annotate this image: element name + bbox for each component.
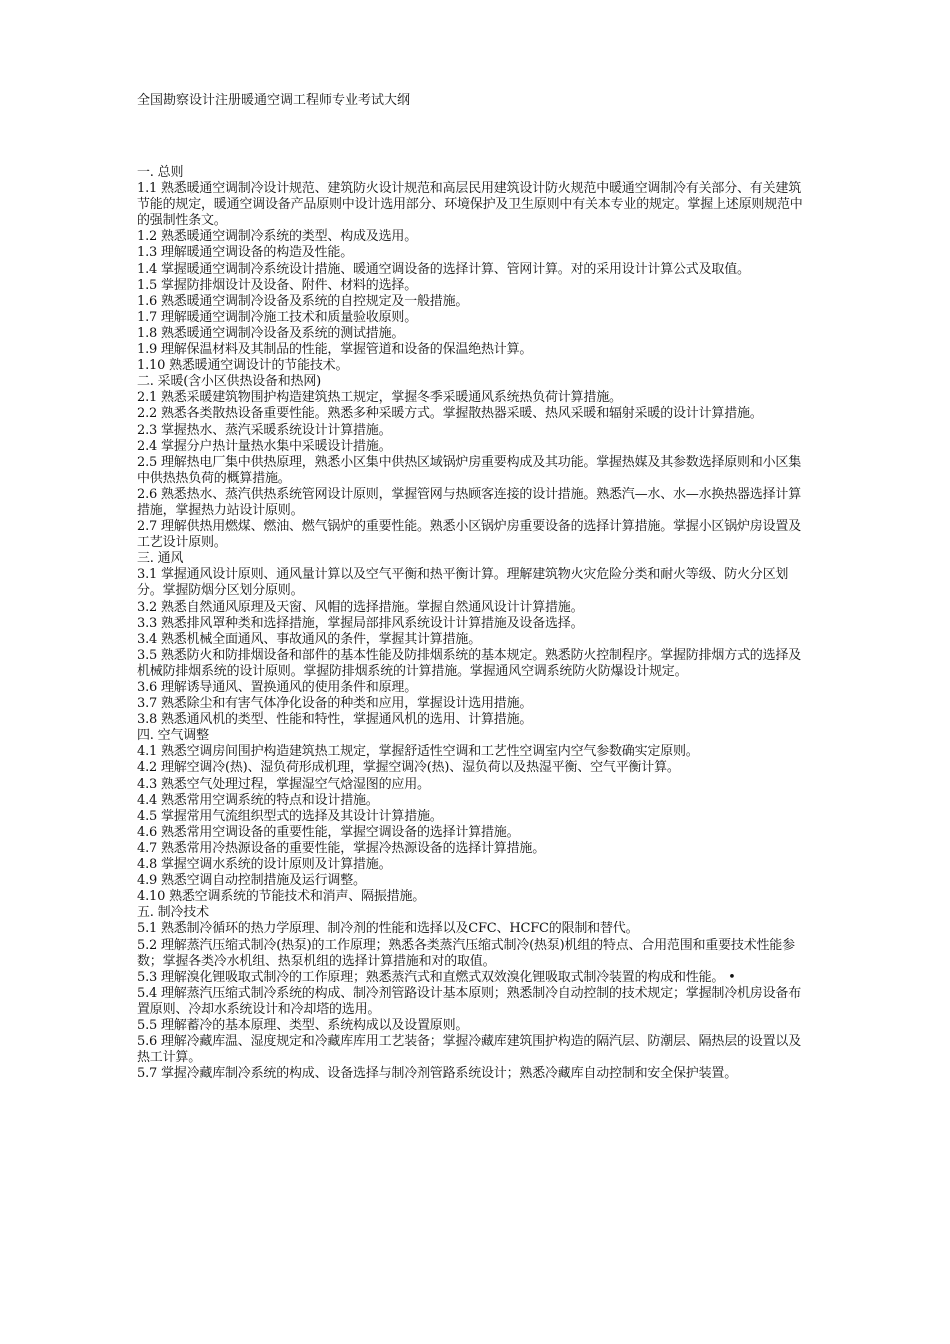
document-body xyxy=(137,165,809,1082)
outline-item: 3.8 熟悉通风机的类型、性能和特性，掌握通风机的选用、计算措施。 xyxy=(137,712,533,728)
outline-item: 5.4 理解蒸汽压缩式制冷系统的构成、制冷剂管路设计基本原则；熟悉制冷自动控制的技术规定；掌握制冷机房设备布置原则、冷却水系统设计和冷却塔的选用。 xyxy=(137,985,802,1017)
outline-item: 2.3 掌握热水、蒸汽采暖系统设计计算措施。 xyxy=(137,422,392,438)
outline-item: 3.7 熟悉除尘和有害气体净化设备的种类和应用，掌握设计选用措施。 xyxy=(137,696,533,712)
outline-item: 3.4 熟悉机械全面通风、事故通风的条件，掌握其计算措施。 xyxy=(137,631,482,647)
outline-item: 4.10 熟悉空调系统的节能技术和消声、隔振措施。 xyxy=(137,889,426,905)
outline-item: 1.7 理解暖通空调制冷施工技术和质量验收原则。 xyxy=(137,309,418,325)
outline-item: 3.2 熟悉自然通风原理及天窗、风帽的选择措施。掌握自然通风设计计算措施。 xyxy=(137,599,584,615)
outline-item: 1.10 熟悉暖通空调设计的节能技术。 xyxy=(137,358,349,374)
section-heading: 三. 通风 xyxy=(137,551,184,567)
outline-item: 2.5 理解热电厂集中供热原理，熟悉小区集中供热区域锅炉房重要构成及其功能。掌握热媒及其参数选择原则和小区集中供热热负荷的概算措施。 xyxy=(137,454,802,486)
outline-item: 3.6 理解诱导通风、置换通风的使用条件和原理。 xyxy=(137,680,418,695)
outline-item: 5.2 理解蒸汽压缩式制冷(热泵)的工作原理；熟悉各类蒸汽压缩式制冷(热泵)机组的特点、合用范围和重要技术性能参数；掌握各类冷水机组、热泵机组的选择计算措施和对的取值。 xyxy=(137,937,795,969)
outline-item: 1.3 理解暖通空调设备的构造及性能。 xyxy=(137,245,354,261)
outline-item: 4.7 熟悉常用冷热源设备的重要性能，掌握冷热源设备的选择计算措施。 xyxy=(137,840,546,856)
outline-item: 1.4 掌握暖通空调制冷系统设计措施、暖通空调设备的选择计算、管网计算。对的采用设计计算公式及取值。 xyxy=(137,261,750,277)
outline-item: 1.9 理解保温材料及其制品的性能，掌握管道和设备的保温绝热计算。 xyxy=(137,342,533,358)
document-title: 全国勘察设计注册暖通空调工程师专业考试大纲 xyxy=(137,93,411,108)
outline-item: 1.6 熟悉暖通空调制冷设备及系统的自控规定及一般措施。 xyxy=(137,293,469,309)
outline-item: 2.6 熟悉热水、蒸汽供热系统管网设计原则，掌握管网与热顾客连接的设计措施。熟悉汽—水、水—水换热器选择计算措施，掌握热力站设计原则。 xyxy=(137,486,802,518)
outline-item: 3.1 掌握通风设计原则、通风量计算以及空气平衡和热平衡计算。理解建筑物火灾危险分类和耐火等级、防火分区划分。掌握防烟分区划分原则。 xyxy=(137,567,789,599)
section-heading: 二. 采暖(含小区供热设备和热网) xyxy=(137,374,322,390)
outline-item: 5.5 理解蓄冷的基本原理、类型、系统构成以及设置原则。 xyxy=(137,1017,469,1033)
outline-item: 4.4 熟悉常用空调系统的特点和设计措施。 xyxy=(137,792,379,808)
outline-item: 5.1 熟悉制冷循环的热力学原理、制冷剂的性能和选择以及CFC、HCFC的限制和替代。 xyxy=(137,921,639,937)
outline-item: 4.9 熟悉空调自动控制措施及运行调整。 xyxy=(137,873,366,889)
outline-item: 2.2 熟悉各类散热设备重要性能。熟悉多种采暖方式。掌握散热器采暖、热风采暖和辐射采暖的设计计算措施。 xyxy=(137,406,763,422)
outline-item: 3.3 熟悉排风罩种类和选择措施，掌握局部排风系统设计计算措施及设备选择。 xyxy=(137,615,584,631)
outline-item: 4.6 熟悉常用空调设备的重要性能，掌握空调设备的选择计算措施。 xyxy=(137,824,520,840)
outline-item: 2.4 掌握分户热计量热水集中采暖设计措施。 xyxy=(137,438,392,454)
outline-item: 5.7 掌握冷藏库制冷系统的构成、设备选择与制冷剂管路系统设计；熟悉冷藏库自动控制和安全保护装置。 xyxy=(137,1066,738,1082)
section-heading: 一. 总则 xyxy=(137,165,184,180)
section-heading: 五. 制冷技术 xyxy=(137,905,209,921)
outline-item: 4.3 熟悉空气处理过程，掌握湿空气焓湿图的应用。 xyxy=(137,776,430,792)
section-heading: 四. 空气调整 xyxy=(137,728,209,744)
outline-item: 3.5 熟悉防火和防排烟设备和部件的基本性能及防排烟系统的基本规定。熟悉防火控制程序。掌握防排烟方式的选择及机械防排烟系统的设计原则。掌握防排烟系统的计算措施。掌握通风空调系统防火防爆设计规定。 xyxy=(137,647,802,679)
outline-item: 4.2 理解空调冷(热)、湿负荷形成机理，掌握空调冷(热)、湿负荷以及热湿平衡、空气平衡计算。 xyxy=(137,760,680,776)
outline-item: 2.1 熟悉采暖建筑物围护构造建筑热工规定，掌握冬季采暖通风系统热负荷计算措施。 xyxy=(137,390,622,406)
outline-item: 1.8 熟悉暖通空调制冷设备及系统的测试措施。 xyxy=(137,325,405,341)
outline-item: 4.1 熟悉空调房间围护构造建筑热工规定，掌握舒适性空调和工艺性空调室内空气参数确实定原则。 xyxy=(137,744,699,760)
outline-item: 1.5 掌握防排烟设计及设备、附件、材料的选择。 xyxy=(137,277,418,293)
outline-item: 4.8 掌握空调水系统的设计原则及计算措施。 xyxy=(137,857,392,873)
outline-item: 1.1 熟悉暖通空调制冷设计规范、建筑防火设计规范和高层民用建筑设计防火规范中暖通空调制冷有关部分、有关建筑节能的规定，暖通空调设备产品原则中设计选用部分、环境保护及卫生原则中有关本专业的规定。掌握上述原则规范中的强制性条文。 xyxy=(137,181,803,229)
outline-item: 2.7 理解供热用燃煤、燃油、燃气锅炉的重要性能。熟悉小区锅炉房重要设备的选择计算措施。掌握小区锅炉房设置及工艺设计原则。 xyxy=(137,519,802,551)
outline-item: 5.6 理解冷藏库温、湿度规定和冷藏库库用工艺装备；掌握冷藏库建筑围护构造的隔汽层、防潮层、隔热层的设置以及热工计算。 xyxy=(137,1034,802,1066)
outline-item: 5.3 理解溴化锂吸取式制冷的工作原理；熟悉蒸汽式和直燃式双效溴化锂吸取式制冷装置的构成和性能。 • xyxy=(137,969,736,985)
outline-item: 4.5 掌握常用气流组织型式的选择及其设计计算措施。 xyxy=(137,808,443,824)
outline-item: 1.2 熟悉暖通空调制冷系统的类型、构成及选用。 xyxy=(137,229,418,245)
